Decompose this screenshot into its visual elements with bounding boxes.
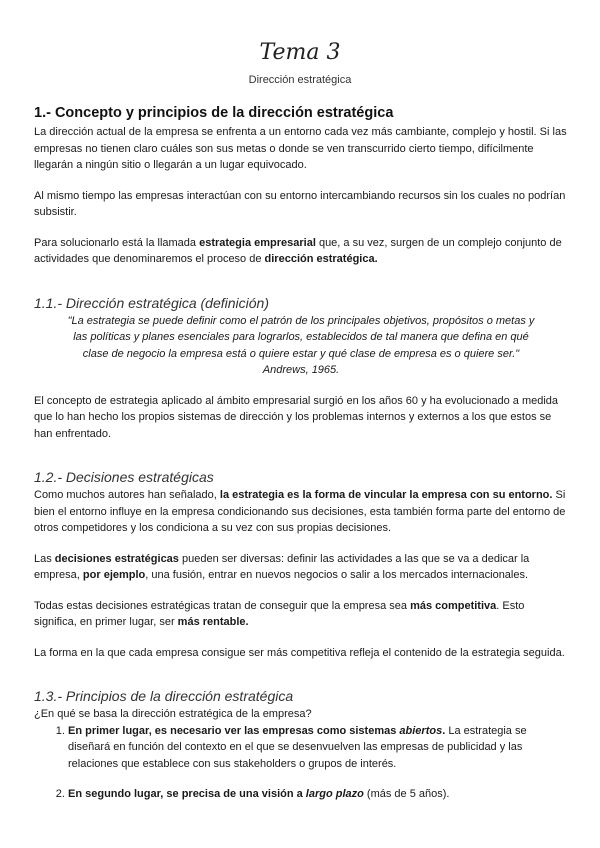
section-1-2-heading: 1.2.- Decisiones estratégicas <box>34 469 214 485</box>
doc-title: Tema 3 <box>259 40 341 65</box>
andrews-quote: "La estrategia se puede definir como el patrón de los principales objetivos, propósitos o metas y las políticas y planes esenciales para lograrlos, establecidos de tal manera que defina en qué clase de negocio la empresa está o quiere estar y qué clase de empresa es o quiere ser." Andrews, 1965. <box>67 314 535 376</box>
section-1-heading: 1.- Concepto y principios de la dirección estratégica <box>34 105 394 121</box>
section-1-1-paragraph: El concepto de estrategia aplicado al ámbito empresarial surgió en los años 60 y ha evolucionado a medida que lo han hecho los propios sistemas de dirección y los problemas internos y externos a los que estos se han enfrentado. <box>34 394 559 440</box>
list-item: 1. En primer lugar, es necesario ver las empresas como sistemas abiertos. La estrategia se diseñará en función del contexto en el que se desenvuelven las empresas de publicidad y las relaciones que establece con sus stakeholders o grupos de interés. <box>68 723 568 773</box>
section-1-2-paragraph-1: Como muchos autores han señalado, la estrategia es la forma de vincular la empresa con su entorno. Si bien el entorno influye en la empresa condicionando sus decisiones, esta también forma parte del entorno de otros competidores y los condiciona a su vez con sus propias decisiones. <box>34 489 566 534</box>
section-1-3-intro: ¿En qué se basa la dirección estratégica de la empresa? <box>34 708 312 720</box>
section-1-paragraph-1: La dirección actual de la empresa se enfrenta a un entorno cada vez más cambiante, complejo y hostil. Si las empresas no tienen claro cuáles son sus metas o donde se ven transcurrido cierto tiempo, difícilmente llegarán a ningún sitio o llegarán a un lugar equivocado. <box>34 126 567 171</box>
section-1-2-paragraph-2: Las decisiones estratégicas pueden ser diversas: definir las actividades a las que se va a dedicar la empresa, por ejemplo, una fusión, entrar en nuevos negocios o salir a los mercados internacionales. <box>34 552 530 581</box>
principles-list <box>34 723 568 803</box>
list-item: 2. En segundo lugar, se precisa de una visión a largo plazo (más de 5 años). <box>68 786 568 803</box>
section-1-3-heading: 1.3.- Principios de la dirección estratégica <box>34 688 294 704</box>
section-1-paragraph-3: Para solucionarlo está la llamada estrategia empresarial que, a su vez, surgen de un complejo conjunto de actividades que denominaremos el proceso de dirección estratégica. <box>34 236 562 265</box>
doc-subtitle: Dirección estratégica <box>248 74 352 86</box>
section-1-2-paragraph-3: Todas estas decisiones estratégicas tratan de conseguir que la empresa sea más competitiva. Esto significa, en primer lugar, ser más rentable. <box>34 599 525 628</box>
section-1-1-heading: 1.1.- Dirección estratégica (definición) <box>34 294 269 311</box>
section-1-paragraph-2: Al mismo tiempo las empresas interactúan con su entorno intercambiando recursos sin los cuales no podrían subsistir. <box>34 189 566 218</box>
section-1-2-paragraph-4: La forma en la que cada empresa consigue ser más competitiva refleja el contenido de la estrategia seguida. <box>34 646 565 659</box>
doc-content <box>34 104 568 803</box>
